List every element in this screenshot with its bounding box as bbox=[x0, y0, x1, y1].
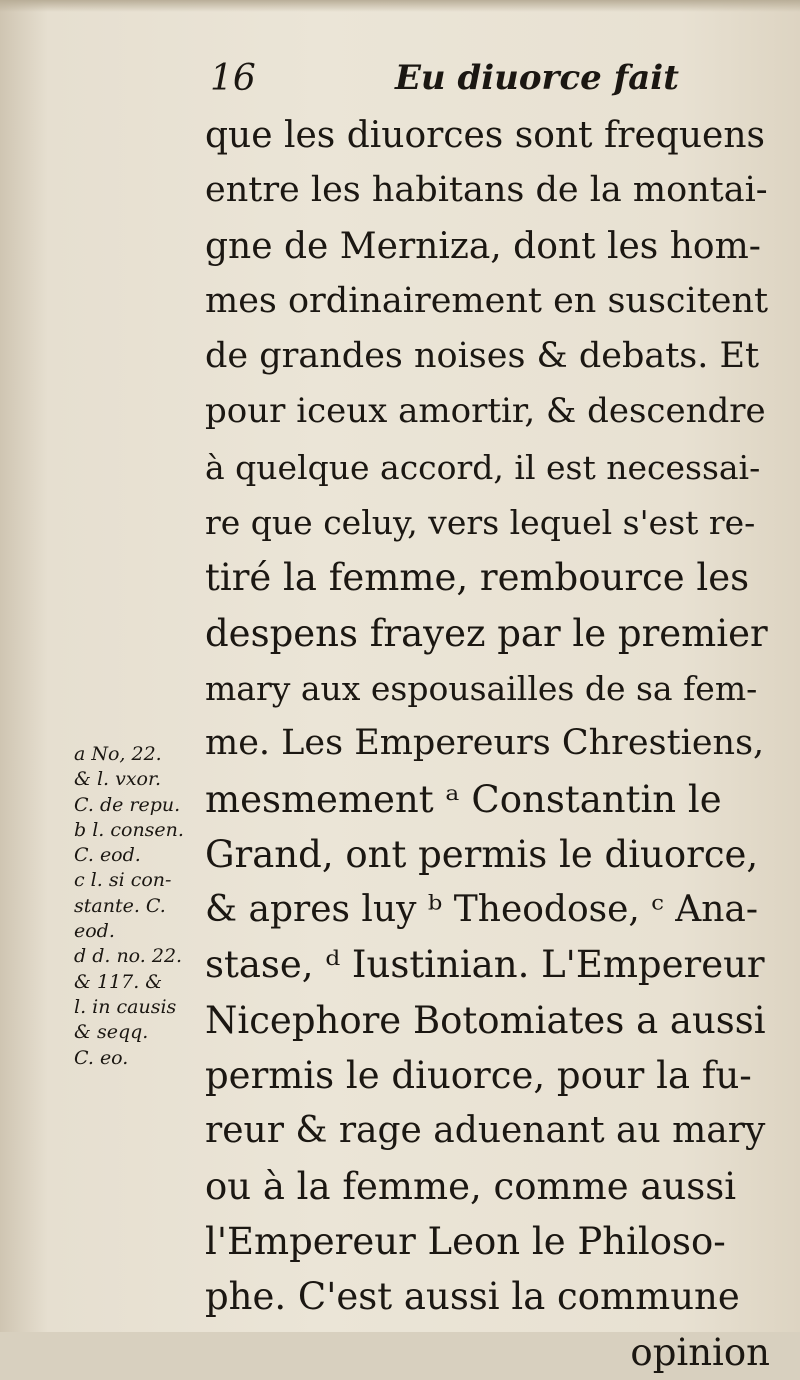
text-line: de grandes noises & debats. Et bbox=[205, 336, 760, 377]
margin-note-line: & l. vxor. bbox=[74, 768, 162, 791]
text-line: & apres luy ᵇ Theodose, ᶜ Ana- bbox=[205, 889, 759, 931]
text-line: me. Les Empereurs Chrestiens, bbox=[205, 723, 765, 764]
page-number: 16 bbox=[210, 58, 256, 99]
margin-note-line: d d. no. 22. bbox=[74, 945, 183, 968]
text-line: permis le diuorce, pour la fu- bbox=[205, 1054, 752, 1098]
text-line: tiré la femme, rembource les bbox=[205, 556, 750, 600]
margin-note-line: & 117. & bbox=[74, 970, 163, 993]
text-line: mesmement ᵃ Constantin le bbox=[205, 777, 722, 821]
text-line: re que celuy, vers lequel s'est re- bbox=[205, 503, 756, 543]
margin-note-line: c l. si con- bbox=[74, 869, 172, 892]
text-line: Nicephore Botomiates a aussi bbox=[205, 998, 766, 1042]
text-line: à quelque accord, il est necessai- bbox=[205, 447, 761, 487]
text-line: mes ordinairement en suscitent bbox=[205, 280, 769, 321]
margin-note-line: C. de repu. bbox=[74, 793, 181, 816]
page-header bbox=[200, 58, 760, 108]
text-line: ou à la femme, comme aussi bbox=[205, 1164, 737, 1208]
text-line: reur & rage aduenant au mary bbox=[205, 1110, 766, 1152]
text-line: Grand, ont permis le diuorce, bbox=[205, 832, 759, 876]
margin-note-line: C. eod. bbox=[74, 844, 141, 867]
text-line: pour iceux amortir, & descendre bbox=[205, 391, 766, 432]
text-line: entre les habitans de la montai- bbox=[205, 170, 768, 211]
margin-note-line: eod. bbox=[74, 920, 115, 943]
margin-note-line: stante. C. bbox=[74, 894, 166, 917]
catchword: opinion bbox=[630, 1330, 770, 1374]
running-head: Eu diuorce fait bbox=[395, 58, 679, 98]
text-line: l'Empereur Leon le Philoso- bbox=[205, 1219, 726, 1263]
margin-note-line: a No, 22. bbox=[74, 743, 162, 765]
marginal-notes bbox=[74, 742, 210, 1071]
text-line: mary aux espousailles de sa fem- bbox=[205, 668, 758, 708]
text-line: despens frayez par le premier bbox=[205, 611, 768, 655]
text-line: gne de Merniza, dont les hom- bbox=[205, 225, 761, 267]
main-text-block bbox=[205, 108, 770, 1380]
margin-note-line: & seqq. bbox=[74, 1021, 149, 1044]
margin-note-line: C. eo. bbox=[74, 1046, 129, 1069]
text-line: phe. C'est aussi la commune bbox=[205, 1275, 740, 1319]
text-line: stase, ᵈ Iustinian. L'Empereur bbox=[205, 943, 765, 987]
margin-note-line: l. in causis bbox=[74, 995, 177, 1018]
text-line: que les diuorces sont frequens bbox=[205, 115, 766, 156]
margin-note-line: b l. consen. bbox=[74, 818, 184, 841]
page-edge-stain bbox=[0, 0, 800, 12]
